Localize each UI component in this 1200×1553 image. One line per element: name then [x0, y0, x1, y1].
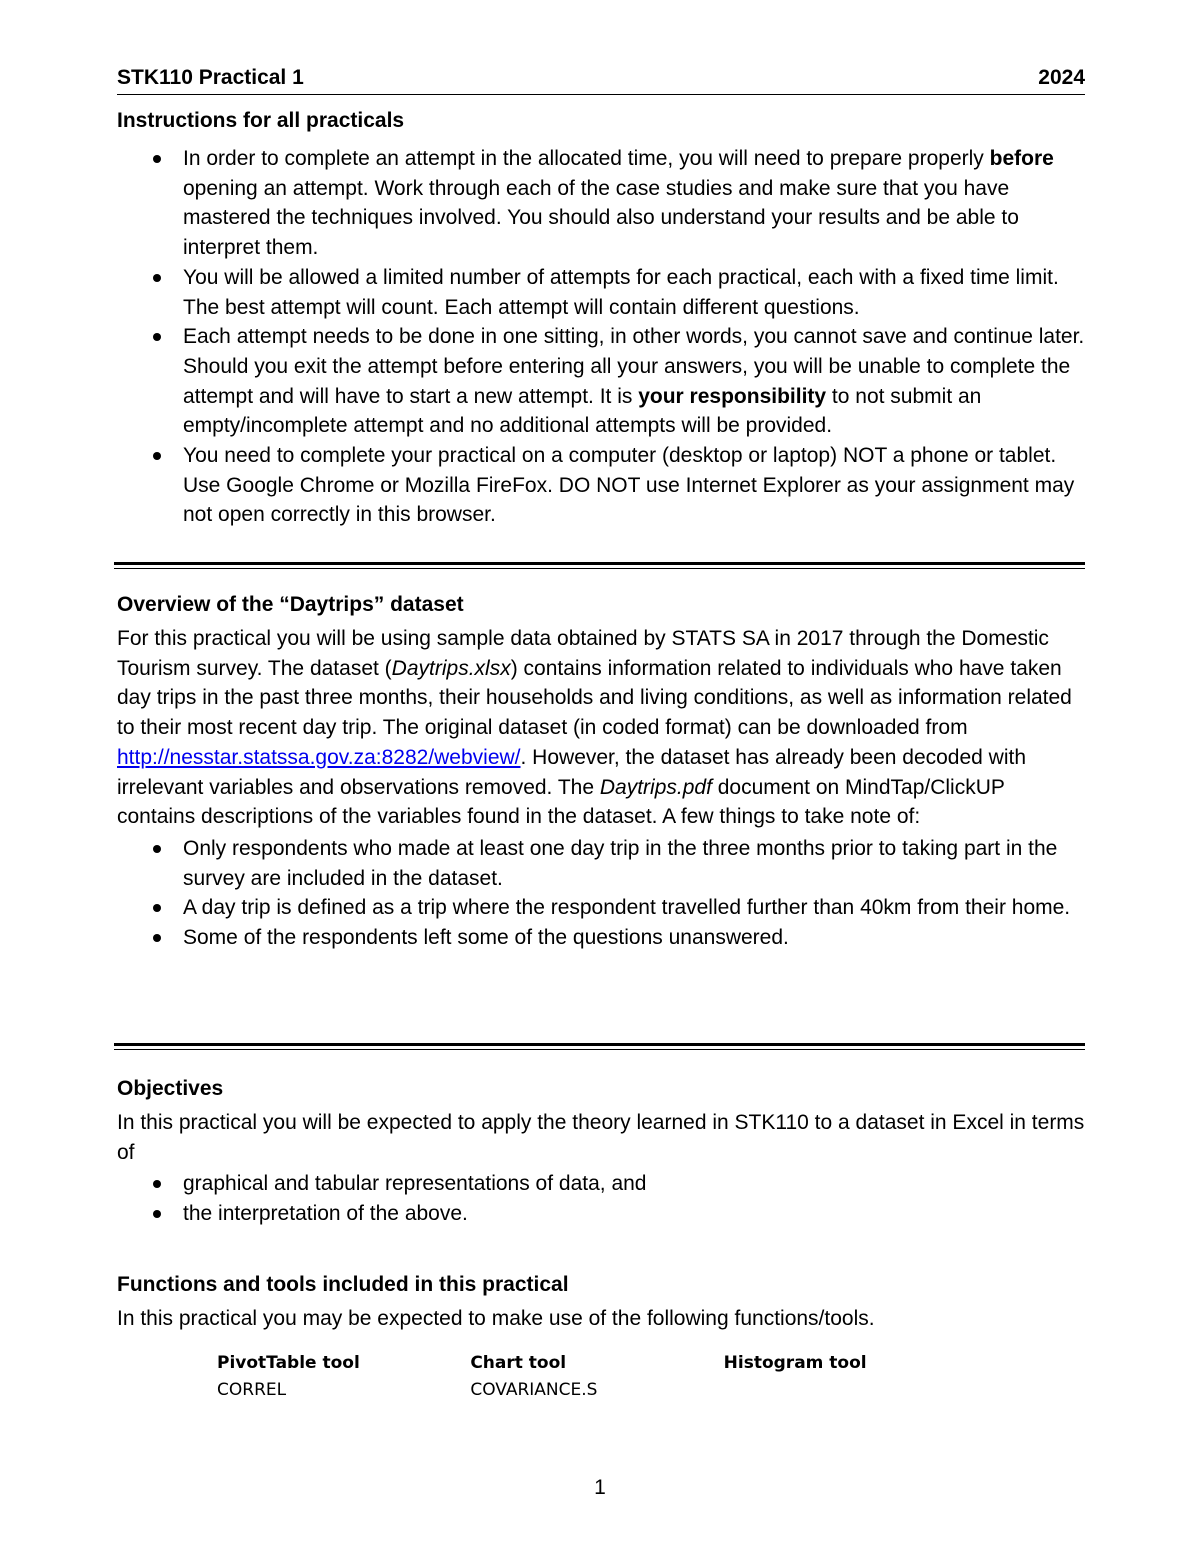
tool-cell: COVARIANCE.S: [470, 1380, 598, 1400]
tool-cell: [724, 1377, 977, 1404]
overview-section: [117, 590, 1085, 953]
objectives-heading: Objectives: [117, 1077, 224, 1100]
functions-text: In this practical you may be expected to make use of the following functions/tools.: [117, 1307, 875, 1330]
list-item: You will be allowed a limited number of attempts for each practical, each with a fixed time limit. The best attempt will count. Each attempt will contain different questions.: [117, 263, 1085, 322]
objectives-section: [117, 1074, 1085, 1229]
objectives-text: In this practical you will be expected to apply the theory learned in STK110 to a dataset in Excel in terms of: [117, 1111, 1085, 1164]
objectives-list: [117, 1169, 1085, 1228]
instructions-heading: Instructions for all practicals: [117, 109, 405, 132]
tool-cell: Chart tool: [470, 1353, 567, 1373]
bullet-icon: [153, 1180, 161, 1188]
instructions-section: [117, 106, 1085, 530]
document-year: 2024: [1038, 66, 1085, 89]
instructions-list: [117, 144, 1085, 530]
list-item: A day trip is defined as a trip where the respondent travelled further than 40km from their home.: [117, 893, 1085, 923]
dataset-link[interactable]: http://nesstar.statssa.gov.za:8282/webview/: [117, 745, 521, 769]
page-number: 1: [594, 1476, 606, 1499]
tool-cell: PivotTable tool: [217, 1353, 360, 1373]
bullet-icon: [153, 904, 161, 912]
overview-list: [117, 834, 1085, 953]
table-row: [217, 1350, 977, 1377]
tool-cell: CORREL: [217, 1380, 287, 1400]
list-item: Some of the respondents left some of the questions unanswered.: [117, 923, 1085, 953]
bullet-icon: [153, 452, 161, 460]
list-item: Each attempt needs to be done in one sitting, in other words, you cannot save and continue later. Should you exit the attempt before entering all your answers, you will be unable to complete the attempt and will have to start a new attempt. It is your responsibility to not submit an empty/incomplete attempt and no additional attempts will be provided.: [117, 322, 1085, 441]
bullet-icon: [153, 333, 161, 341]
bullet-icon: [153, 934, 161, 942]
section-divider: [114, 1043, 1085, 1050]
page-header: [117, 66, 1085, 95]
overview-heading: Overview of the “Daytrips” dataset: [117, 593, 464, 616]
list-item: graphical and tabular representations of data, and: [117, 1169, 1085, 1199]
tool-cell: Histogram tool: [723, 1353, 867, 1373]
bullet-icon: [153, 845, 161, 853]
list-item: In order to complete an attempt in the allocated time, you will need to prepare properly before opening an attempt. Work through each of the case studies and make sure that you have mastered the techniques involved. You should also understand your results and be able to interpret them.: [117, 144, 1085, 263]
section-divider: [114, 562, 1085, 569]
bullet-icon: [153, 274, 161, 282]
table-row: [217, 1377, 977, 1404]
functions-heading: Functions and tools included in this practical: [117, 1273, 569, 1296]
tools-table: [217, 1350, 977, 1404]
list-item: You need to complete your practical on a computer (desktop or laptop) NOT a phone or tablet. Use Google Chrome or Mozilla FireFox. DO NOT use Internet Explorer as your assignment may not open correctly in this browser.: [117, 441, 1085, 530]
functions-section: [117, 1270, 1085, 1334]
bullet-icon: [153, 155, 161, 163]
document-title: STK110 Practical 1: [117, 66, 304, 89]
overview-paragraph: For this practical you will be using sample data obtained by STATS SA in 2017 through the Domestic Tourism survey. The dataset (Daytrips.xlsx) contains information related to individuals who have taken day trips in the past three months, their households and living conditions, as well as information related to their most recent day trip. The original dataset (in coded format) can be downloaded from http://nesstar.statssa.gov.za:8282/webview/. However, the dataset has already been decoded with irrelevant variables and observations removed. The Daytrips.pdf document on MindTap/ClickUP contains descriptions of the variables found in the dataset. A few things to take note of:: [117, 627, 1072, 829]
list-item: Only respondents who made at least one day trip in the three months prior to taking part in the survey are included in the dataset.: [117, 834, 1085, 893]
bullet-icon: [153, 1210, 161, 1218]
list-item: the interpretation of the above.: [117, 1199, 1085, 1229]
